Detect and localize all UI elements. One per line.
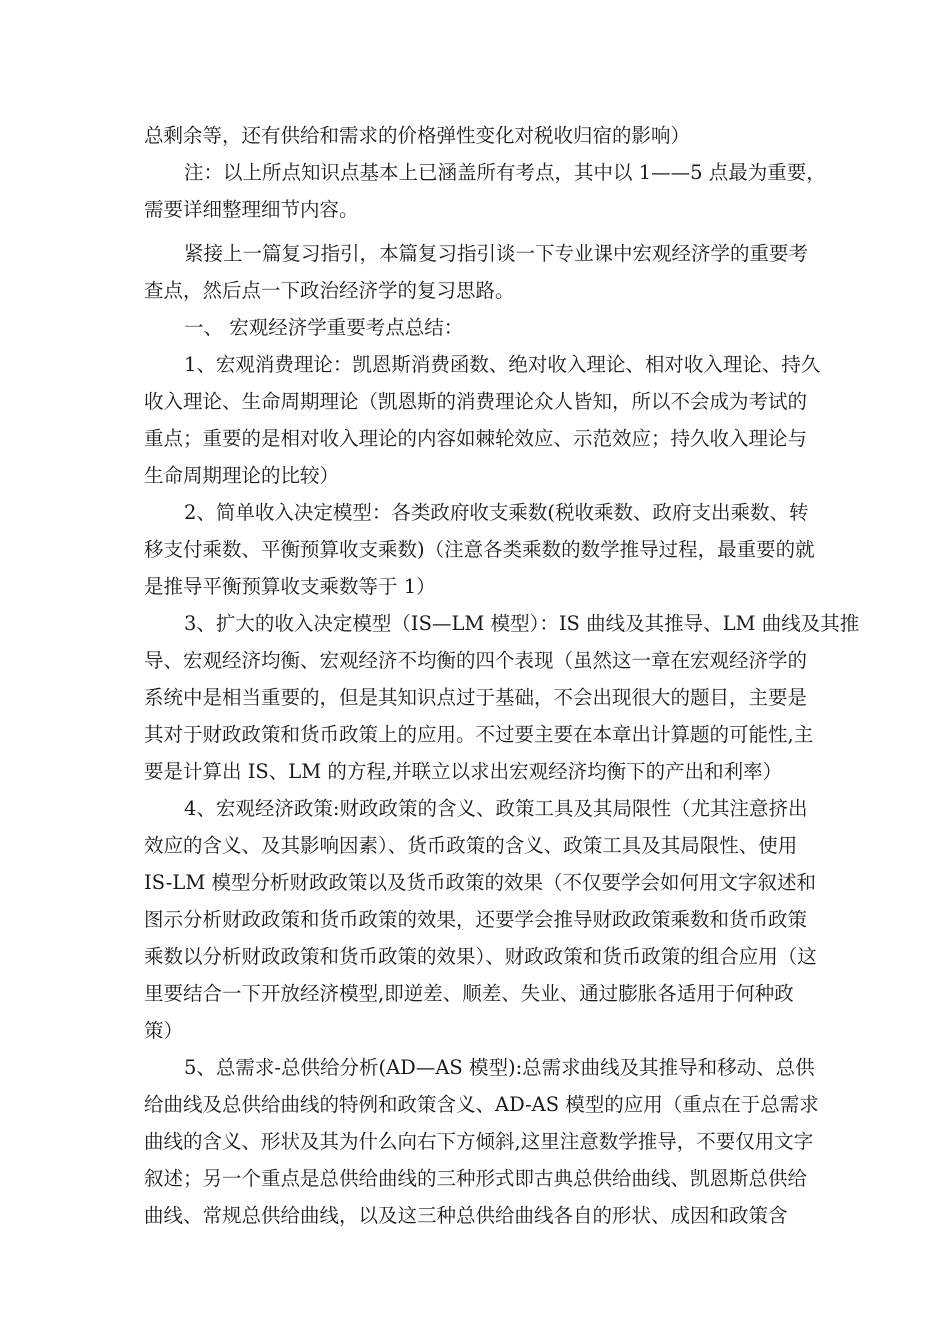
text-line: 查点，然后点一下政治经济学的复习思路。 — [144, 279, 515, 302]
text-line: 图示分析财政政策和货币政策的效果，还要学会推导财政政策乘数和货币政策 — [144, 908, 808, 931]
text-line: 曲线、常规总供给曲线，以及这三种总供给曲线各自的形状、成因和政策含 — [144, 1204, 788, 1227]
text-line: 给曲线及总供给曲线的特例和政策含义、AD-AS 模型的应用（重点在于总需求 — [144, 1093, 819, 1116]
text-line: 是推导平衡预算收支乘数等于 1） — [144, 575, 436, 598]
intro-line: 紧接上一篇复习指引，本篇复习指引谈一下专业课中宏观经济学的重要考 — [184, 242, 809, 265]
text-line: 总剩余等，还有供给和需求的价格弹性变化对税收归宿的影响） — [144, 124, 691, 147]
text-line: 要是计算出 IS、LM 的方程,并联立以求出宏观经济均衡下的产出和利率） — [144, 760, 783, 783]
item-5-line: 5、总需求-总供给分析(AD—AS 模型):总需求曲线及其推导和移动、总供 — [184, 1056, 815, 1079]
text-line: 收入理论、生命周期理论（凯恩斯的消费理论众人皆知，所以不会成为考试的 — [144, 390, 808, 413]
text-line: 效应的含义、及其影响因素）、货币政策的含义、政策工具及其局限性、使用 — [144, 834, 798, 857]
text-line: 其对于财政政策和货币政策上的应用。不过要主要在本章出计算题的可能性,主 — [144, 723, 814, 746]
text-line: 曲线的含义、形状及其为什么向右下方倾斜,这里注意数学推导，不要仅用文字 — [144, 1130, 814, 1153]
item-1-line: 1、宏观消费理论：凯恩斯消费函数、绝对收入理论、相对收入理论、持久 — [184, 353, 821, 376]
text-line: 叙述；另一个重点是总供给曲线的三种形式即古典总供给曲线、凯恩斯总供给 — [144, 1167, 808, 1190]
item-2-line: 2、简单收入决定模型：各类政府收支乘数(税收乘数、政府支出乘数、转 — [184, 501, 809, 524]
text-line: 重点；重要的是相对收入理论的内容如棘轮效应、示范效应；持久收入理论与 — [144, 427, 808, 450]
text-line: 乘数以分析财政政策和货币政策的效果）、财政政策和货币政策的组合应用（这 — [144, 945, 817, 968]
text-line: 导、宏观经济均衡、宏观经济不均衡的四个表现（虽然这一章在宏观经济学的 — [144, 649, 808, 672]
text-line: 策） — [144, 1019, 184, 1042]
note-line: 注：以上所点知识点基本上已涵盖所有考点，其中以 1——5 点最为重要， — [184, 161, 826, 184]
text-line: 移支付乘数、平衡预算收支乘数)（注意各类乘数的数学推导过程，最重要的就 — [144, 538, 815, 561]
section-heading: 一、 宏观经济学重要考点总结： — [184, 316, 464, 339]
text-line: 需要详细整理细节内容。 — [144, 198, 359, 221]
item-4-line: 4、宏观经济政策:财政政策的含义、政策工具及其局限性（尤其注意挤出 — [184, 797, 808, 820]
text-line: IS-LM 模型分析财政政策以及货币政策的效果（不仅要学会如何用文字叙述和 — [144, 871, 816, 894]
text-line: 系统中是相当重要的，但是其知识点过于基础，不会出现很大的题目，主要是 — [144, 686, 808, 709]
text-line: 生命周期理论的比较） — [144, 464, 340, 487]
item-3-line: 3、扩大的收入决定模型（IS—LM 模型）：IS 曲线及其推导、LM 曲线及其推 — [184, 612, 860, 635]
text-line: 里要结合一下开放经济模型,即逆差、顺差、失业、通过膨胀各适用于何种政 — [144, 982, 794, 1005]
